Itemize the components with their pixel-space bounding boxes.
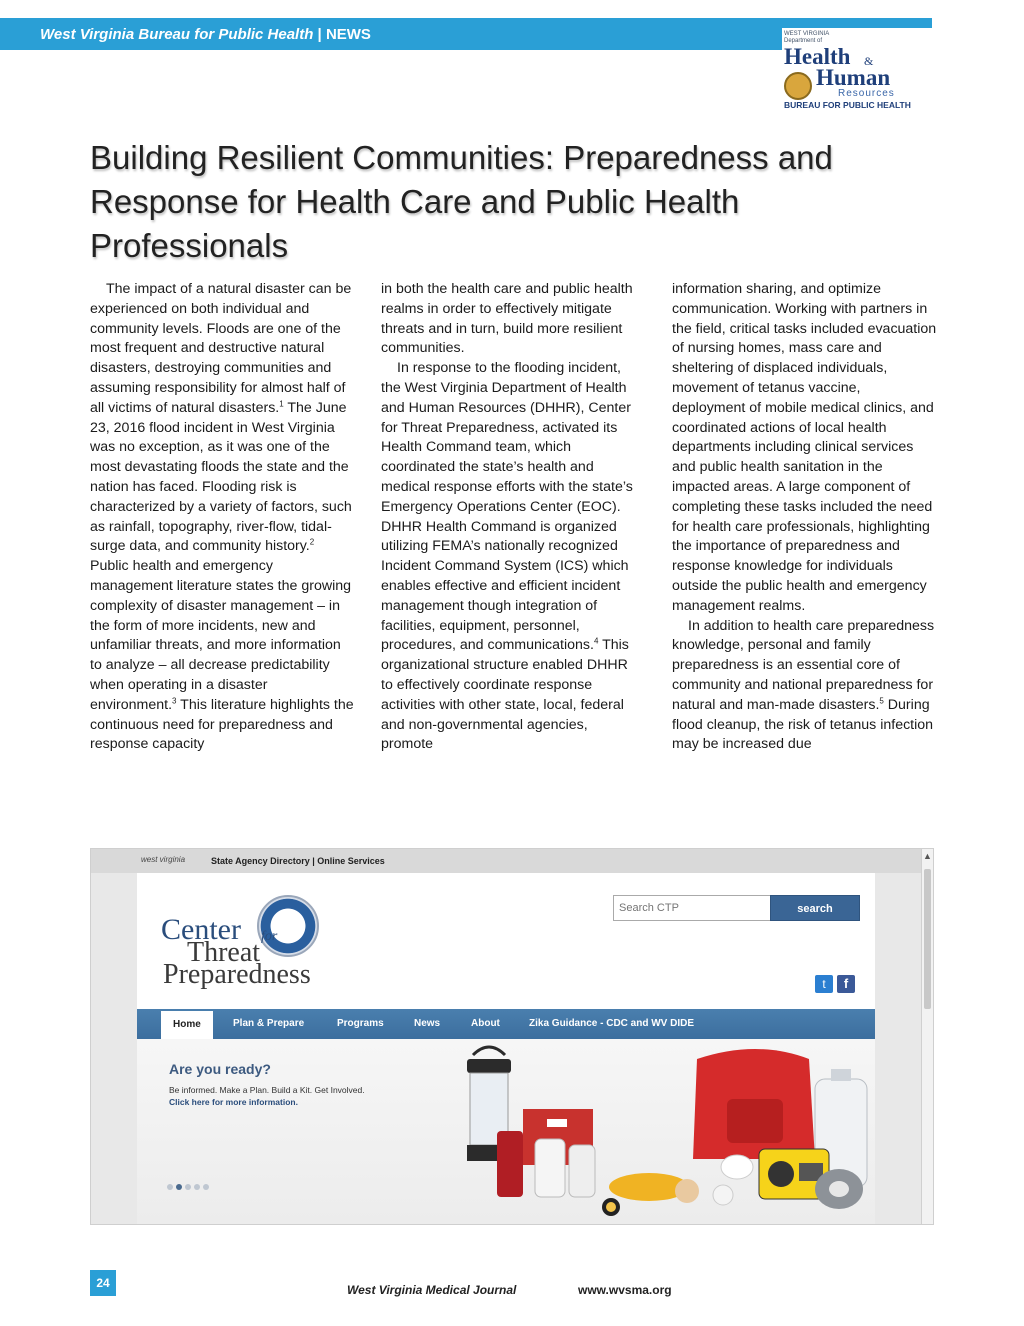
- paragraph: [672, 617, 937, 756]
- footnote-ref: 3: [172, 696, 177, 705]
- hero-link[interactable]: Click here for more information.: [169, 1097, 298, 1107]
- emergency-supplies-image: [437, 1039, 877, 1225]
- carousel-dot[interactable]: [185, 1184, 191, 1190]
- logo-center: Center: [161, 913, 241, 946]
- logo-bureau: BUREAU FOR PUBLIC HEALTH: [784, 100, 911, 110]
- text-span: During flood cleanup, the risk of tetanus infection may be increased due: [672, 696, 934, 753]
- facebook-icon[interactable]: f: [837, 975, 855, 993]
- footnote-ref: 2: [309, 537, 315, 547]
- paragraph: in both the health care and public health realms in order to effectively mitigate threats and in turn, build more resilient communities.: [381, 281, 633, 357]
- banner-separator: |: [313, 26, 326, 43]
- logo-resources: Resources: [838, 88, 895, 99]
- paragraph: [90, 280, 355, 755]
- logo-threat: Threat: [187, 937, 261, 968]
- hero-banner: [137, 1039, 875, 1225]
- text-span: This literature highlights the continuous need for preparedness and response capacity: [90, 696, 354, 753]
- footnote-ref: 5: [879, 696, 884, 705]
- site-nav: [137, 1009, 875, 1039]
- nav-news[interactable]: News: [414, 1018, 441, 1029]
- text-span: In addition to health care preparedness knowledge, personal and family preparedness is an essential core of community and national preparedness for natural and man-made disasters.: [672, 617, 935, 713]
- hero-subtitle: Be informed. Make a Plan. Build a Kit. Get Involved.: [169, 1085, 365, 1095]
- page-number: 24: [90, 1270, 116, 1296]
- search-input[interactable]: [614, 896, 770, 920]
- text-span: The impact of a natural disaster can be experienced on both individual and community levels. Floods are one of the most frequent and destructive natural disasters, destroying communities and assuming responsibility for almost half of all victims of natural disasters.: [90, 281, 352, 416]
- article-column-3: [672, 280, 937, 755]
- banner-text: [40, 26, 371, 43]
- banner-section: NEWS: [325, 26, 371, 43]
- nav-programs[interactable]: Programs: [337, 1018, 384, 1029]
- footer-journal: West Virginia Medical Journal: [347, 1283, 517, 1297]
- nav-about[interactable]: About: [471, 1018, 500, 1029]
- carousel-dot[interactable]: [167, 1184, 173, 1190]
- logo-for: for: [261, 929, 278, 944]
- logo-health: Health: [784, 44, 851, 69]
- twitter-icon[interactable]: t: [815, 975, 833, 993]
- wv-seal-icon: [257, 895, 319, 957]
- scrollbar[interactable]: [921, 849, 933, 1225]
- text-span: This organizational structure enabled DHHR to effectively coordinate response activities with other state, local, federal and non-governmental agencies, promote: [381, 637, 629, 753]
- logo-state-line: WEST VIRGINIA Department of: [784, 31, 830, 44]
- article-column-1: [90, 280, 355, 755]
- carousel-dots: [167, 1177, 212, 1195]
- nav-zika[interactable]: Zika Guidance - CDC and WV DIDE: [529, 1018, 695, 1029]
- wv-label: west virginia: [141, 855, 186, 864]
- text-span: In response to the flooding incident, the West Virginia Department of Health and Human Resources (DHHR), Center for Threat Preparedness, activated its Health Command team, which coordinated the state’s health and medical response efforts with the state’s Emergency Operations Center (EOC). DHHR Health Command is organized utilizing FEMA’s nationally recognized Incident Command System (ICS) which enables effective and efficient incident management though integration of facilities, equipment, personnel, procedures, and communications.: [381, 360, 633, 654]
- banner-org: West Virginia Bureau for Public Health: [40, 26, 314, 43]
- hero-title: Are you ready?: [169, 1061, 271, 1077]
- article-column-2: [381, 280, 641, 755]
- search-field-wrap: [613, 895, 771, 921]
- site-top-bar: [91, 849, 923, 873]
- logo-human: Human: [816, 65, 891, 90]
- carousel-dot[interactable]: [176, 1184, 182, 1190]
- paragraph: information sharing, and optimize communication. Working with partners in the field, critical tasks included evacuation of nursing homes, mass care and sheltering of displaced individuals, movement of tetanus vaccine, deployment of mobile medical clinics, and coordinated actions of local health departments including clinical services and public health sanitation in the impacted areas. A large component of completing these tasks included the need for health care professionals, highlighting the importance of preparedness and response knowledge for individuals outside the public health and emergency management realms.: [672, 281, 937, 614]
- nav-plan-prepare[interactable]: Plan & Prepare: [233, 1018, 305, 1029]
- carousel-dot[interactable]: [194, 1184, 200, 1190]
- carousel-dot[interactable]: [203, 1184, 209, 1190]
- dhhr-logo: [782, 28, 932, 112]
- search-button[interactable]: search: [770, 895, 860, 921]
- footnote-ref: 1: [279, 399, 284, 409]
- scroll-thumb[interactable]: [924, 869, 931, 1009]
- logo-ampersand: &: [864, 54, 874, 68]
- logo-preparedness: Preparedness: [163, 959, 311, 990]
- text-span: The June 23, 2016 flood incident in West Virginia was no exception, as it was one of the most devastating floods the state and the nation has faced. Flooding risk is characterized by a variety of factors, such as rainfall, topography, river-flow, tidal-surge data, and community history.: [90, 399, 352, 555]
- scroll-up-icon[interactable]: ▲: [923, 851, 932, 861]
- ctp-website-screenshot: [90, 848, 934, 1225]
- site-page: [137, 873, 875, 1225]
- text-span: Public health and emergency management literature states the growing complexity of disaster management – in the form of more incidents, new and unfamiliar threats, and more information to analyze – all decrease predictability when operating in a disaster environment.: [90, 558, 352, 713]
- footnote-ref: 4: [593, 636, 599, 646]
- state-seal-icon: [784, 72, 812, 100]
- article-title: Building Resilient Communities: Preparedness and Response for Health Care and Public Health Professionals: [90, 139, 833, 264]
- paragraph: [381, 359, 641, 755]
- footer-url[interactable]: www.wvsma.org: [578, 1283, 672, 1297]
- nav-home[interactable]: Home: [161, 1011, 213, 1039]
- top-links[interactable]: State Agency Directory | Online Services: [211, 856, 385, 866]
